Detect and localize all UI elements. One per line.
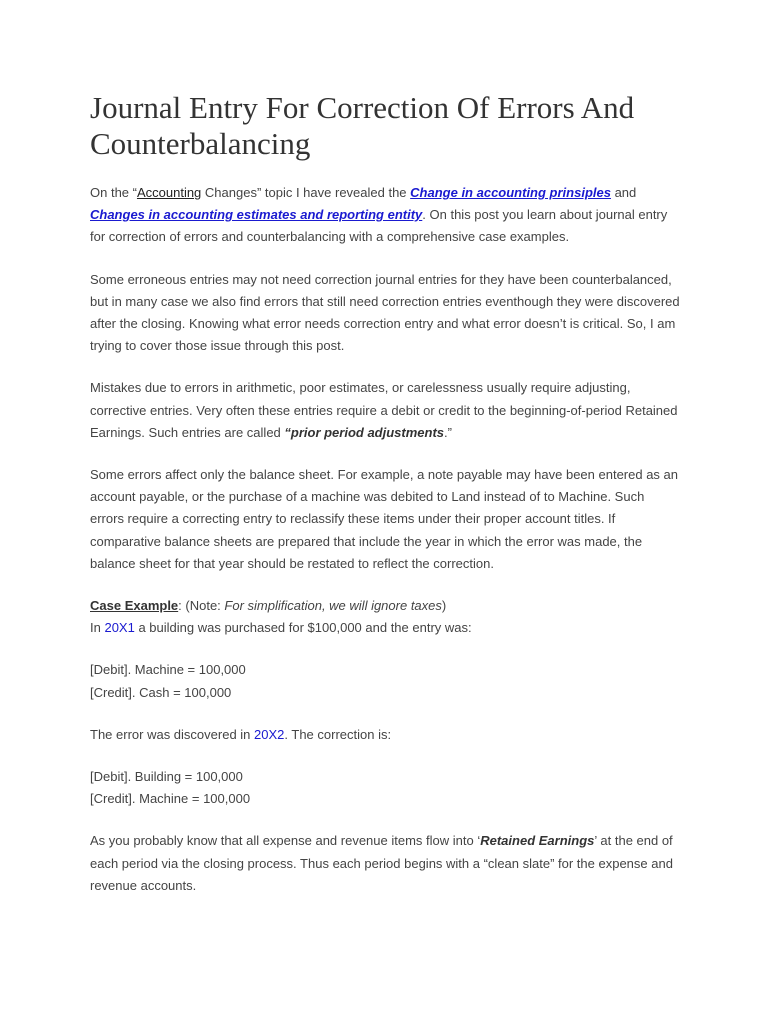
balance-sheet-paragraph: Some errors affect only the balance sheet. For example, a note payable may have been entered as an account payable, or the purchase of a machine was debited to Land instead of to Machine. Such errors require a correcting entry to reclassify these items under their proper account titles. If comparative balance sheets are prepared that include the year in which the error was made, the balance sheet for that year should be restated to reflect the correction. [90,467,679,571]
intro-text-3: and [610,185,637,200]
case-line-pre: In [90,620,105,636]
case-example-paragraph [90,595,680,639]
page-title: Journal Entry For Correction Of Errors And Counterbalancing [90,90,635,161]
retained-text-1: As you probably know that all expense and revenue items flow into ‘ [90,833,481,849]
intro-text-2: Changes” topic I have revealed the [201,185,411,200]
counterbalanced-paragraph: Some erroneous entries may not need correction journal entries for they have been counterbalanced, but in many case we also find errors that still need correction entries eventhough they were discovered after the closing. Knowing what error needs correction entry and what error doesn’t is critical. So, I am trying to cover those issue through this post. [90,271,680,354]
changes-in-estimates-link[interactable]: Changes in accounting estimates and reporting entity [90,207,423,223]
year-20x1-link[interactable]: 20X1 [104,620,135,636]
year-20x2-link[interactable]: 20X2 [254,726,285,742]
intro-paragraph [90,182,680,249]
discovered-paragraph [90,724,680,746]
entry-debit-building: [Debit]. Building = 100,000 [90,769,243,785]
case-example-label: Case Example [90,598,179,614]
case-note-close: ) [441,598,447,614]
prior-period-text-2: .” [444,424,452,440]
original-entry [90,659,680,703]
retained-earnings-paragraph [90,830,680,897]
case-note-open: : (Note: [178,598,225,614]
intro-text-1: On the “ [90,185,137,200]
change-in-accounting-principles-link[interactable]: Change in accounting prinsiples [410,185,611,200]
entry-debit-machine: [Debit]. Machine = 100,000 [90,662,246,678]
prior-period-paragraph [90,377,680,444]
entry-credit-cash: [Credit]. Cash = 100,000 [90,684,232,700]
discovered-post: . The correction is: [284,726,392,742]
entry-credit-machine: [Credit]. Machine = 100,000 [90,791,251,807]
intro-text-4: . On this post you learn about journal entry for correction of errors and counterbalancing with a comprehensive case examples. [90,207,668,245]
prior-period-text-1: Mistakes due to errors in arithmetic, poor estimates, or carelessness usually require adjusting, corrective entries. Very often these entries require a debit or credit to the beginning-of-period Retained Earnings. Such entries are called [90,380,678,440]
retained-text-2: ’ at the end of each period via the closing process. Thus each period begins with a “clean slate” for the expense and revenue accounts. [90,833,673,893]
article [90,90,680,897]
case-line-post: a building was purchased for $100,000 and the entry was: [134,620,472,636]
case-note: For simplification, we will ignore taxes [224,598,442,614]
prior-period-term: “prior period adjustments [284,424,445,440]
correction-entry [90,766,680,810]
accounting-link[interactable]: Accounting [136,185,202,200]
discovered-pre: The error was discovered in [90,726,255,742]
retained-earnings-term: Retained Earnings [480,833,595,849]
